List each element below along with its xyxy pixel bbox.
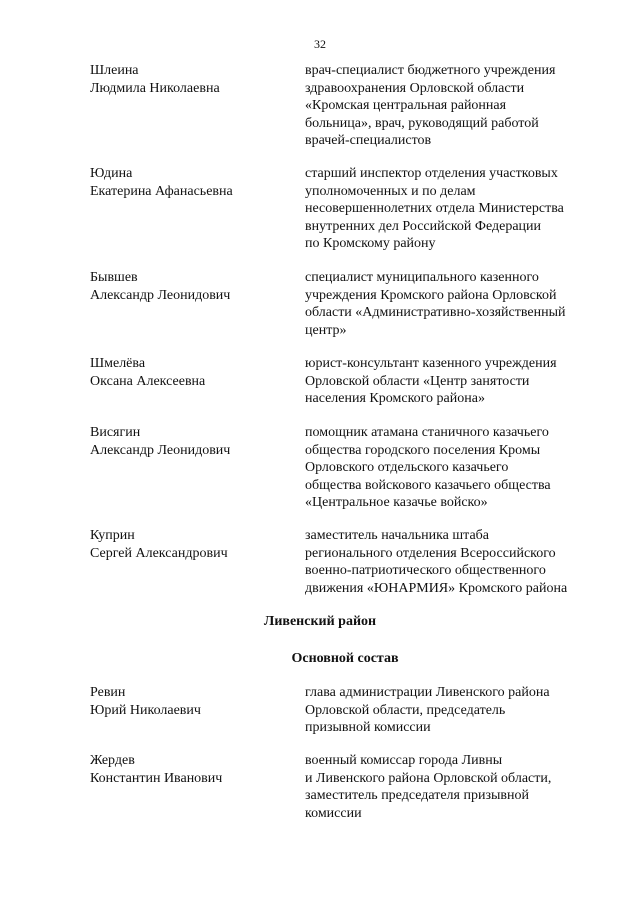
composition-subheading: Основной состав bbox=[291, 651, 399, 666]
surname: Жердев bbox=[90, 753, 135, 768]
person-name bbox=[90, 269, 290, 304]
person-name bbox=[90, 424, 290, 459]
position-line: комиссии bbox=[305, 805, 362, 821]
person-position bbox=[305, 684, 605, 737]
person-position bbox=[305, 62, 605, 150]
position-line: и Ливенского района Орловской области, bbox=[305, 770, 552, 786]
position-line: внутренних дел Российской Федерации bbox=[305, 218, 542, 234]
position-line: здравоохранения Орловской области bbox=[305, 80, 525, 96]
position-line: специалист муниципального казенного bbox=[305, 270, 539, 285]
position-line: заместитель председателя призывной bbox=[305, 788, 529, 803]
position-line: области «Административно-хозяйственный bbox=[305, 305, 566, 320]
position-line: врачей-специалистов bbox=[305, 133, 432, 148]
position-line: врач-специалист бюджетного учреждения bbox=[305, 63, 556, 78]
surname: Висягин bbox=[90, 425, 141, 440]
position-line: Орловской области «Центр занятости bbox=[305, 373, 530, 389]
person-name bbox=[90, 165, 290, 200]
person-position bbox=[305, 165, 605, 253]
position-line: призывной комиссии bbox=[305, 720, 431, 735]
surname: Шмелёва bbox=[90, 356, 146, 371]
given-name: Юрий Николаевич bbox=[90, 702, 201, 718]
position-line: старший инспектор отделения участковых bbox=[305, 166, 558, 181]
position-line: военно-патриотического общественного bbox=[305, 563, 546, 578]
position-line: «Центральное казачье войско» bbox=[305, 495, 488, 510]
position-line: уполномоченных и по делам bbox=[305, 183, 476, 199]
position-line: Орловского отдельского казачьего bbox=[305, 460, 509, 475]
person-name bbox=[90, 527, 290, 562]
page-number: 32 bbox=[314, 37, 326, 51]
person-position bbox=[305, 527, 605, 597]
position-line: Орловской области, председатель bbox=[305, 702, 506, 718]
person-name bbox=[90, 355, 290, 390]
position-line: больница», врач, руководящий работой bbox=[305, 115, 539, 131]
person-name bbox=[90, 752, 290, 787]
given-name: Константин Иванович bbox=[90, 770, 223, 786]
position-line: общества городского поселения Кромы bbox=[305, 442, 541, 458]
given-name: Сергей Александрович bbox=[90, 545, 228, 561]
position-line: несовершеннолетних отдела Министерства bbox=[305, 201, 564, 216]
given-name: Людмила Николаевна bbox=[90, 80, 220, 96]
surname: Куприн bbox=[90, 528, 135, 543]
surname: Ревин bbox=[90, 685, 126, 700]
position-line: юрист-консультант казенного учреждения bbox=[305, 356, 557, 371]
person-name bbox=[90, 684, 290, 719]
position-line: центр» bbox=[305, 322, 347, 338]
position-line: движения «ЮНАРМИЯ» Кромского района bbox=[305, 580, 568, 596]
person-name bbox=[90, 62, 290, 97]
position-line: военный комиссар города Ливны bbox=[305, 753, 503, 768]
position-line: по Кромскому району bbox=[305, 236, 436, 251]
surname: Юдина bbox=[90, 166, 133, 181]
given-name: Александр Леонидович bbox=[90, 287, 231, 303]
position-line: помощник атамана станичного казачьего bbox=[305, 425, 549, 440]
position-line: учреждения Кромского района Орловской bbox=[305, 287, 557, 303]
person-position bbox=[305, 269, 605, 339]
position-line: заместитель начальника штаба bbox=[305, 528, 489, 543]
position-line: глава администрации Ливенского района bbox=[305, 685, 550, 700]
position-line: регионального отделения Всероссийского bbox=[305, 545, 556, 561]
given-name: Оксана Алексеевна bbox=[90, 373, 206, 389]
person-position bbox=[305, 355, 605, 408]
surname: Бывшев bbox=[90, 270, 138, 285]
person-position bbox=[305, 424, 605, 512]
given-name: Александр Леонидович bbox=[90, 442, 231, 458]
position-line: «Кромская центральная районная bbox=[305, 98, 507, 113]
surname: Шлеина bbox=[90, 63, 139, 78]
district-heading: Ливенский район bbox=[263, 614, 377, 629]
person-position bbox=[305, 752, 605, 822]
position-line: населения Кромского района» bbox=[305, 391, 485, 406]
position-line: общества войскового казачьего общества bbox=[305, 477, 551, 493]
given-name: Екатерина Афанасьевна bbox=[90, 183, 233, 199]
